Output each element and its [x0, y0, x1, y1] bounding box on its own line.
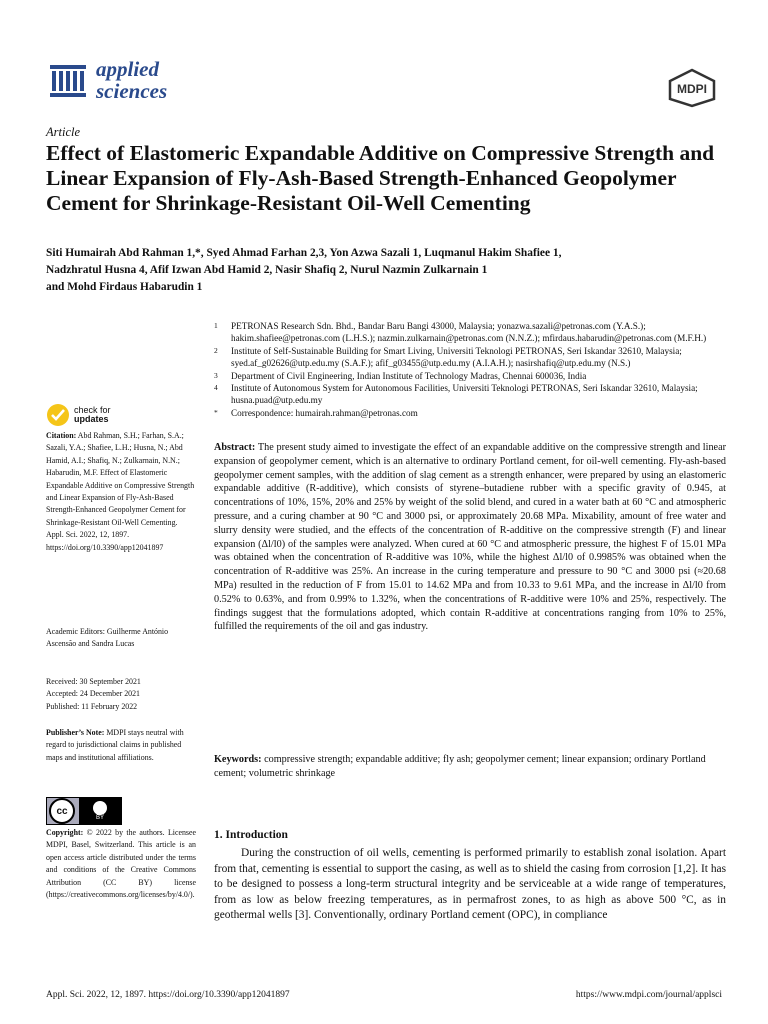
abstract — [214, 441, 726, 634]
accepted-date: Accepted: 24 December 2021 — [46, 689, 140, 699]
dates — [46, 676, 196, 713]
keywords-label: Keywords: — [214, 754, 262, 765]
footer-citation: Appl. Sci. 2022, 12, 1897. https://doi.org/10.3390/app12041897 — [46, 990, 290, 1000]
publishers-note: Publisher’s Note: MDPI stays neutral with regard to jurisdictional claims in published maps and institutional affiliations. — [46, 728, 184, 762]
affiliation-number: * — [214, 407, 218, 417]
citation-label: Citation: — [46, 431, 77, 440]
by-person-icon — [93, 801, 107, 815]
check-for-updates-badge[interactable]: check for updates — [46, 402, 196, 428]
authors-line-2: Nadzhratul Husna 4, Afif Izwan Abd Hamid 2, Nasir Shafiq 2, Nurul Nazmin Zulkarnain 1 — [46, 264, 488, 276]
received-date: Received: 30 September 2021 — [46, 677, 141, 686]
cc-icon: cc — [49, 798, 75, 824]
affiliation-number: 2 — [214, 345, 218, 355]
affiliations — [214, 320, 726, 419]
footer-journal-link[interactable]: https://www.mdpi.com/journal/applsci — [575, 990, 722, 1000]
affiliation-text: PETRONAS Research Sdn. Bhd., Bandar Baru Bangi 43000, Malaysia; yonazwa.sazali@petronas.com (Y.A.S.); hakim.shafiee@petronas.com (L.H.S.); nazmin.zulkarnain@petronas.com (N.N.Z.); mfirdaus.habarudin@petronas.com (M.F.H.) — [231, 321, 707, 344]
cc-by-license-badge[interactable]: cc BY — [46, 797, 122, 825]
journal-name: applied sciences — [96, 57, 168, 103]
affiliation-text: Institute of Self-Sustainable Building for Smart Living, Universiti Teknologi PETRONAS, Seri Iskandar 32610, Malaysia; syed.af_g02626@utp.edu.my (S.A.F.); afif_g03455@utp.edu.my (A.I.A.H.); nasirshafiq@utp.edu.my (N.S.) — [231, 345, 682, 369]
svg-text:MDPI: MDPI — [677, 82, 707, 96]
introduction-text: During the construction of oil wells, cementing is performed primarily to establish zonal isolation. Apart from that, cementing is essential to support the casing, as well as to shield the casing from corrosion [1,2]. It has to be designed to possess a long-term structural integrity and be serviceable at a wide range of temperatures, from as low as below freezing temperatures, as in permafrost zones, to as high as above 500 °C, as in geothermal wells [3]. Conventionally, ordinary Portland cement (OPC), in compliance — [214, 847, 726, 922]
authors-line-1: Siti Humairah Abd Rahman 1,*, Syed Ahmad Farhan 2,3, Yon Azwa Sazali 1, Luqmanul Hakim Shafiee 1, — [46, 247, 562, 259]
section-heading-introduction: 1. Introduction — [214, 829, 288, 841]
keywords-text: compressive strength; expandable additive; fly ash; geopolymer cement; linear expansion; ordinary Portland cement; volumetric shrinkage — [214, 754, 706, 779]
published-date: Published: 11 February 2022 — [46, 701, 138, 711]
mdpi-logo-icon — [666, 68, 718, 108]
affiliation-text: Correspondence: humairah.rahman@petronas.com — [231, 407, 418, 418]
affiliation-number: 4 — [214, 383, 218, 393]
article-title: Effect of Elastomeric Expandable Additive on Compressive Strength and Linear Expansion of Fly-Ash-Based Strength-Enhanced Geopolymer Cement for Shrinkage-Resistant Oil-Well Cementing — [46, 141, 715, 215]
author-list — [46, 245, 726, 296]
authors-line-3: and Mohd Firdaus Habarudin 1 — [46, 281, 203, 293]
citation-text: Abd Rahman, S.H.; Farhan, S.A.; Sazali, Y.A.; Shafiee, L.H.; Husna, N.; Abd Hamid, A.I.; Shafiq, N.; Zulkarnain, N.N.; Habarudin, M.F. Effect of Elastomeric Expandable Additive on Compressive Strength and Linear Expansion of Fly-Ash-Based Strength-Enhanced Geopolymer Cement for Shrinkage-Resistant Oil-Well Cementing. Appl. Sci. 2022, 12, 1897. https://doi.org/10.3390/app12041897 — [46, 431, 195, 552]
journal-logo-icon — [48, 60, 88, 100]
keywords — [214, 753, 726, 781]
academic-editors: Academic Editors: Guilherme António Ascensão and Sandra Lucas — [46, 627, 169, 649]
affiliation-item — [214, 370, 726, 382]
copyright-block: Copyright: © 2022 by the authors. Licensee MDPI, Basel, Switzerland. This article is an open access article distributed under the terms and conditions of the Creative Commons Attribution (CC BY) license (https://creativecommons.org/licenses/by/4.0/). — [46, 828, 196, 900]
affiliation-item — [214, 320, 726, 345]
affiliation-item — [214, 382, 726, 407]
affiliation-number: 3 — [214, 370, 218, 380]
affiliation-text: Institute of Autonomous System for Autonomous Facilities, Universiti Teknologi PETRONAS, Seri Iskandar 32610, Malaysia; husna.puad@utp.edu.my — [231, 383, 698, 406]
check-updates-icon — [46, 403, 70, 427]
abstract-label: Abstract: — [214, 442, 256, 453]
affiliation-item — [214, 407, 726, 419]
affiliation-text: Department of Civil Engineering, Indian Institute of Technology Madras, Chennai 600036, India — [231, 370, 587, 381]
article-type: Article — [46, 125, 81, 139]
affiliation-item — [214, 345, 726, 370]
abstract-text: The present study aimed to investigate the effect of an expandable additive on the compressive strength and linear expansion of geopolymer cement, which is an alternative to ordinary Portland cement, for oil-well cementing. Fly-ash-based geopolymer cement samples, with the addition of slag cement as a strength enhancer, were prepared by using an elastomeric expandable additive (R-additive), which consists of styrene–butadiene rubber with a specific gravity of 0.945, at concentrations of 10%, 15%, 20% and 25% by weight of the solid blend, and cured in a water bath at 60 °C and atmospheric pressure, and a curing chamber at 90 °C and 3000 psi, or approximately 20.68 MPa. Mixability, amount of free water and slurry density were studied, and the effects of the concentration of R-additive on the compressive strength (F) and linear expansion (Δl/l0) of the samples were analyzed. When cured at 60 °C and atmospheric pressure, the highest F of 15.01 MPa was obtained when the concentration of R-additive was 10%, while the highest Δl/l0 of 0.9985% was obtained when the concentration of R-additive was 25%. An increase in the curing temperature and pressure to 90 °C and 3000 psi (≈20.68 MPa) resulted in the reduction of F from 15.01 to 14.62 MPa and from 10.33 to 9.61 MPa, and the increase in Δl/l0 from 0.52% to 0.63%, and from 0.99% to 1.32%, when the concentrations of R-additive were 10% and 25%, respectively. The findings suggest that the formulations adopted, which contain R-additive at concentrations ranging from 10% to 25%, fulfilled the requirements of the oil and gas industry. — [214, 442, 726, 633]
citation-block — [46, 430, 196, 554]
affiliation-number: 1 — [214, 321, 218, 330]
